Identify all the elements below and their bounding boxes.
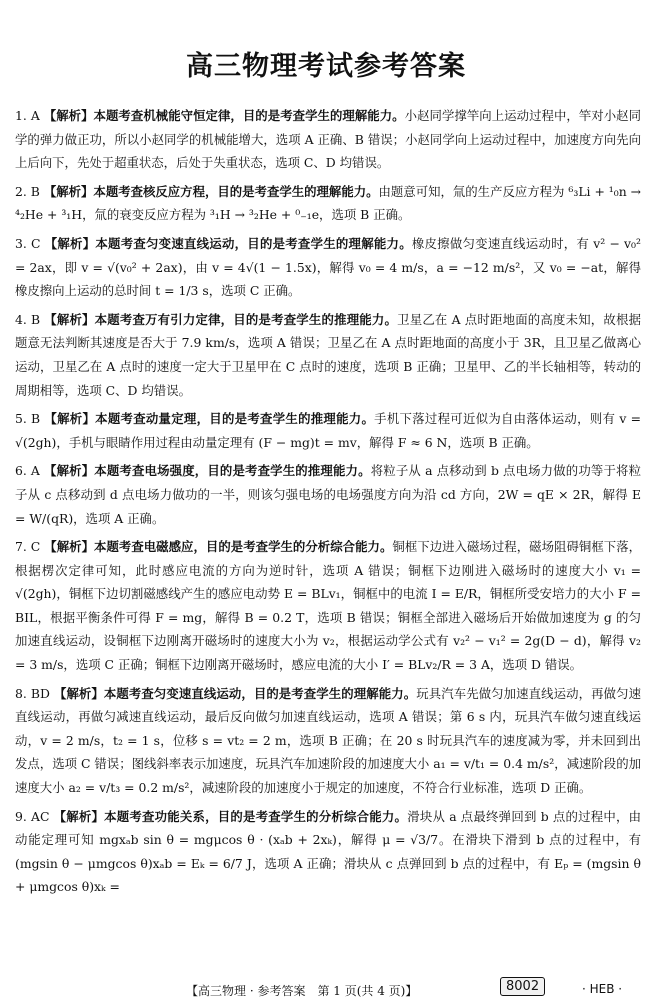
item-number: 2. B: [15, 183, 40, 199]
analysis-text: 小赵同学撑竿向上运动过程中，竿对小赵同学的弹力做正功，所以小赵同学的机械能增大，选项 A 正确、B 错误；小赵同学向上运动过程中，加速度方向先向上后向下，先处于超重状态，后处于失重状态，选项 C、D 均错误。: [15, 108, 642, 171]
item-number: 5. B: [15, 411, 41, 427]
analysis-tag: 【解析】: [43, 183, 94, 199]
analysis-text: 橡皮擦做匀变速直线运动时，有 v² − v₀² = 2ax，即 v = √(v₀² + 2ax)，由 v = 4√(1 − 1.5x)，解得 v₀ = 4 m/s，a = −12 m/s²，又 v₀ = −at，解得橡皮擦向上运动的总时间 t = 1/3 s，选项 C 正确。: [15, 235, 641, 299]
item-number: 1. A: [15, 108, 40, 123]
analysis-tag: 【解析】: [44, 311, 95, 327]
analysis-tag: 【解析】: [44, 539, 95, 555]
answer-item-6: [15, 459, 641, 530]
analysis-text: 手机下落过程可近似为自由落体运动，则有 v = √(2gh)，手机与眼睛作用过程由动量定理有 (F − mg)t = mv，解得 F ≈ 6 N，选项 B 正确。: [15, 411, 641, 450]
answer-item-9: [15, 805, 641, 899]
item-number: 6. A: [15, 463, 40, 479]
footer-publisher: · HEB ·: [582, 982, 623, 996]
item-number: 8. BD: [15, 685, 50, 701]
item-number: 4. B: [15, 311, 41, 327]
analysis-text: 将粒子从 a 点移动到 b 点电场力做的功等于将粒子从 c 点移动到 d 点电场力做功的一半，则该匀强电场的电场强度方向为沿 cd 方向，2W = qE × 2R，解得 E = W/(qR)，选项 A 正确。: [15, 463, 642, 526]
analysis-tag: 【解析】: [43, 108, 94, 123]
analysis-tag: 【解析】: [44, 463, 95, 479]
analysis-tag: 【解析】: [53, 808, 105, 824]
analysis-text: 铜框下边进入磁场过程，磁场阻碍铜框下落，根据楞次定律可知，此时感应电流的方向为逆时针，选项 A 错误；铜框下边刚进入磁场时的速度大小 v₁ = √(2gh)，铜框下边切割磁感线产生的感应电动势 E = BLv₁，铜框中的电流 I = E/R，铜框所受安培力的大小 F = BIL，根据平衡条件可得 F = mg，解得 B = 0.2 T，选项 B 错误；铜框全部进入磁场后开始做加速度为 g 的匀加速直线运动，设铜框下边刚离开磁场时的速度大小为 v₂，根据运动学公式有 v₂² − v₁² = 2g(D − d)，解得 v₂ = 3 m/s，选项 C 正确；铜框下边刚离开磁场时，感应电流的大小 I′ = BLv₂/R = 3 A，选项 D 错误。: [15, 539, 642, 673]
analysis-text: 由题意可知，氚的生产反应方程为 ⁶₃Li + ¹₀n → ⁴₂He + ³₁H，氚的衰变反应方程为 ³₁H → ³₂He + ⁰₋₁e，选项 B 正确。: [15, 183, 642, 223]
item-number: 3. C: [15, 235, 41, 251]
answer-item-2: [15, 180, 641, 227]
page-footer: [0, 976, 652, 1002]
answer-item-8: [15, 682, 641, 800]
analysis-focus: 本题考查匀变速直线运动，目的是考查学生的理解能力。: [95, 235, 412, 251]
answer-item-3: [15, 232, 641, 303]
analysis-tag: 【解析】: [53, 685, 104, 701]
analysis-tag: 【解析】: [44, 235, 96, 251]
analysis-tag: 【解析】: [44, 411, 96, 427]
footer-code-badge: 8002: [500, 977, 545, 996]
page-title: 高三物理考试参考答案: [186, 51, 466, 82]
answer-item-7: [15, 535, 641, 677]
answer-item-5: [15, 407, 641, 454]
analysis-text: 玩具汽车先做匀加速直线运动，再做匀速直线运动，再做匀减速直线运动，最后反向做匀加速直线运动，选项 A 错误；第 6 s 内，玩具汽车做匀速直线运动，v = 2 m/s，t₂ = 1 s，位移 s = vt₂ = 2 m，选项 B 正确；在 20 s 时玩具汽车的速度减为零，并未回到出发点，选项 C 错误；图线斜率表示加速度，玩具汽车加速阶段的加速度大小 a₁ = v/t₁ = 0.4 m/s²，减速阶段的加速度大小 a₂ = v/t₃ = 0.2 m/s²，减速阶段的加速度小于规定的加速度，不符合行业标准，选项 D 正确。: [15, 685, 641, 796]
analysis-focus: 本题考查功能关系，目的是考查学生的分析综合能力。: [104, 808, 408, 824]
answer-list: [15, 104, 641, 904]
answer-item-4: [15, 308, 641, 402]
analysis-focus: 本题考查万有引力定律，目的是考查学生的推理能力。: [94, 311, 398, 327]
analysis-focus: 本题考查机械能守恒定律，目的是考查学生的理解能力。: [93, 108, 405, 123]
analysis-focus: 本题考查核反应方程，目的是考查学生的理解能力。: [93, 183, 379, 199]
analysis-focus: 本题考查电场强度，目的是考查学生的推理能力。: [94, 463, 371, 479]
analysis-focus: 本题考查电磁感应，目的是考查学生的分析综合能力。: [94, 539, 393, 555]
footer-page-info: 【高三物理 · 参考答案 第 1 页(共 4 页)】: [186, 984, 418, 998]
analysis-focus: 本题考查动量定理，目的是考查学生的推理能力。: [95, 411, 375, 427]
item-number: 7. C: [15, 539, 41, 555]
analysis-focus: 本题考查匀变速直线运动，目的是考查学生的理解能力。: [103, 685, 417, 701]
answer-item-1: [15, 104, 641, 175]
item-number: 9. AC: [15, 808, 50, 824]
analysis-text: 卫星乙在 A 点时距地面的高度未知，故根据题意无法判断其速度是否大于 7.9 km/s，选项 A 错误；卫星乙在 A 点时距地面的高度小于 3R，且卫星乙做离心运动，卫星乙在 A 点时的速度一定大于卫星甲在 C 点时的速度，选项 B 正确；卫星甲、乙的半长轴相等，转动的周期相等，选项 C、D 均错误。: [15, 311, 642, 398]
analysis-text: 滑块从 a 点最终弹回到 b 点的过程中，由动能定理可知 mgxₐb sin θ = mgμcos θ · (xₐb + 2xₖ)，解得 μ = √3/7。在滑块下滑到 b 点的过程中，有 (mgsin θ − μmgcos θ)xₐb = Eₖ = 6/7 J，选项 A 正确；滑块从 c 点弹回到 b 点的过程中，有 Eₚ = (mgsin θ + μmgcos θ)xₖ =: [15, 808, 642, 895]
